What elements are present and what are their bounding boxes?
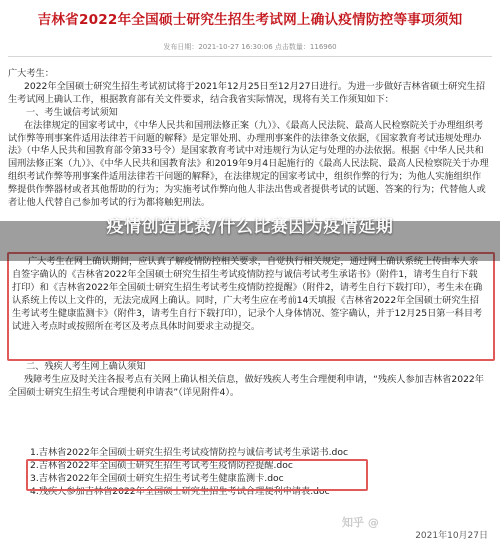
notice-body bbox=[8, 68, 490, 210]
title-divider bbox=[8, 56, 492, 57]
section-1-box-text: 广大考生在网上确认期间，应认真了解疫情防控相关要求，自觉执行相关规定，通过网上确认系统上传由本人亲自签字确认的《吉林省2022年全国硕士研究生招生考试疫情防控与诚信考试考生承诺书》（附件1，请考生自行下载打印）和《吉林省2022年全国硕士研究生招生考试考生疫情防控提醒》（附件2，请考生自行下载打印），考生未在确认系统上传以上文件的，无法完成网上确认。同时，广大考生应在考前14天填报《吉林省2022年全国硕士研究生招生考试考生健康监测卡》（附件3，请考生自行下载打印），记录个人身体情况、签字确认，并于12月25日第一科目考试进入考点时或按照所在考区及考点具体时间要求主动提交。 bbox=[12, 256, 483, 332]
publish-meta: 发布日期：2021-10-27 16:30:06 点击数量：116960 bbox=[163, 43, 337, 51]
overlay-headline: 疫情创造比赛/什么比赛因为疫情延期 bbox=[106, 217, 394, 237]
section-2-text: 残障考生应及时关注各报考点有关网上确认相关信息，做好残疾人考生合理便利申请，“残疾人参加吉林省2022年全国硕士研究生招生考试合理便利申请表”（详见附件4）。 bbox=[8, 373, 484, 398]
greeting: 广大考生： bbox=[8, 68, 54, 79]
section-2-title: 二、残疾人考生网上确认须知 bbox=[26, 361, 146, 372]
date-watermark: 2021年10月27日 bbox=[415, 531, 488, 541]
section-1-title: 一、考生诚信考试须知 bbox=[26, 106, 118, 118]
notice-title: 吉林省2022年全国硕士研究生招生考试网上确认疫情防控等事项须知 bbox=[37, 12, 463, 28]
section-2 bbox=[8, 361, 490, 400]
attachment-link-1[interactable]: 1.吉林省2022年全国硕士研究生招生考试疫情防控与诚信考试考生承诺书.doc bbox=[30, 447, 349, 458]
zhihu-watermark: 知乎 @ bbox=[342, 516, 379, 529]
attachment-link-3[interactable]: 3.吉林省2022年全国硕士研究生招生考试考生健康监测卡.doc bbox=[30, 472, 284, 484]
section-1-text: 在法律规定的国家考试中，《中华人民共和国刑法修正案（九）》、《最高人民法院、最高人民检察院关于办理组织考试作弊等刑事案件适用法律若干问题的解释》是定罪处刑、办理刑事案件的法律条文依据，《国家教育考试违规处理办法》（中华人民共和国教育部令第33号令）是国家教育考试中对违规行为认定与处理的办法依据。根据《中华人民共和国刑法修正案（九）》、《中华人民共和国教育法》和2019年9月4日起施行的《最高人民法院、最高人民检察院关于办理组织考试作弊等刑事案件适用法律若干问题的解释》，在法律规定的国家考试中，组织作弊的行为；为他人实施组织作弊提供作弊器材或者其他帮助的行为；为实施考试作弊向他人非法出售或者提供考试的试题、答案的行为；代替他人或者让他人代替自己参加考试的行为都将触犯刑法。 bbox=[8, 119, 489, 209]
intro-paragraph: 2022年全国硕士研究生招生考试初试将于2021年12月25日至12月27日进行。为进一步做好吉林省硕士研究生招生考试网上确认工作，根据教育部有关文件要求，结合我省实际情况，现将有关工作须知如下： bbox=[8, 80, 486, 105]
attachment-link-4[interactable]: 4.残疾人参加吉林省2022年全国硕士研究生招生考试合理便利申请表.doc bbox=[30, 485, 330, 497]
highlight-frame bbox=[7, 252, 495, 361]
attachment-link-2[interactable]: 2.吉林省2022年全国硕士研究生招生考试考生疫情防控提醒.doc bbox=[30, 459, 293, 471]
attachment-highlight-frame bbox=[26, 459, 368, 491]
